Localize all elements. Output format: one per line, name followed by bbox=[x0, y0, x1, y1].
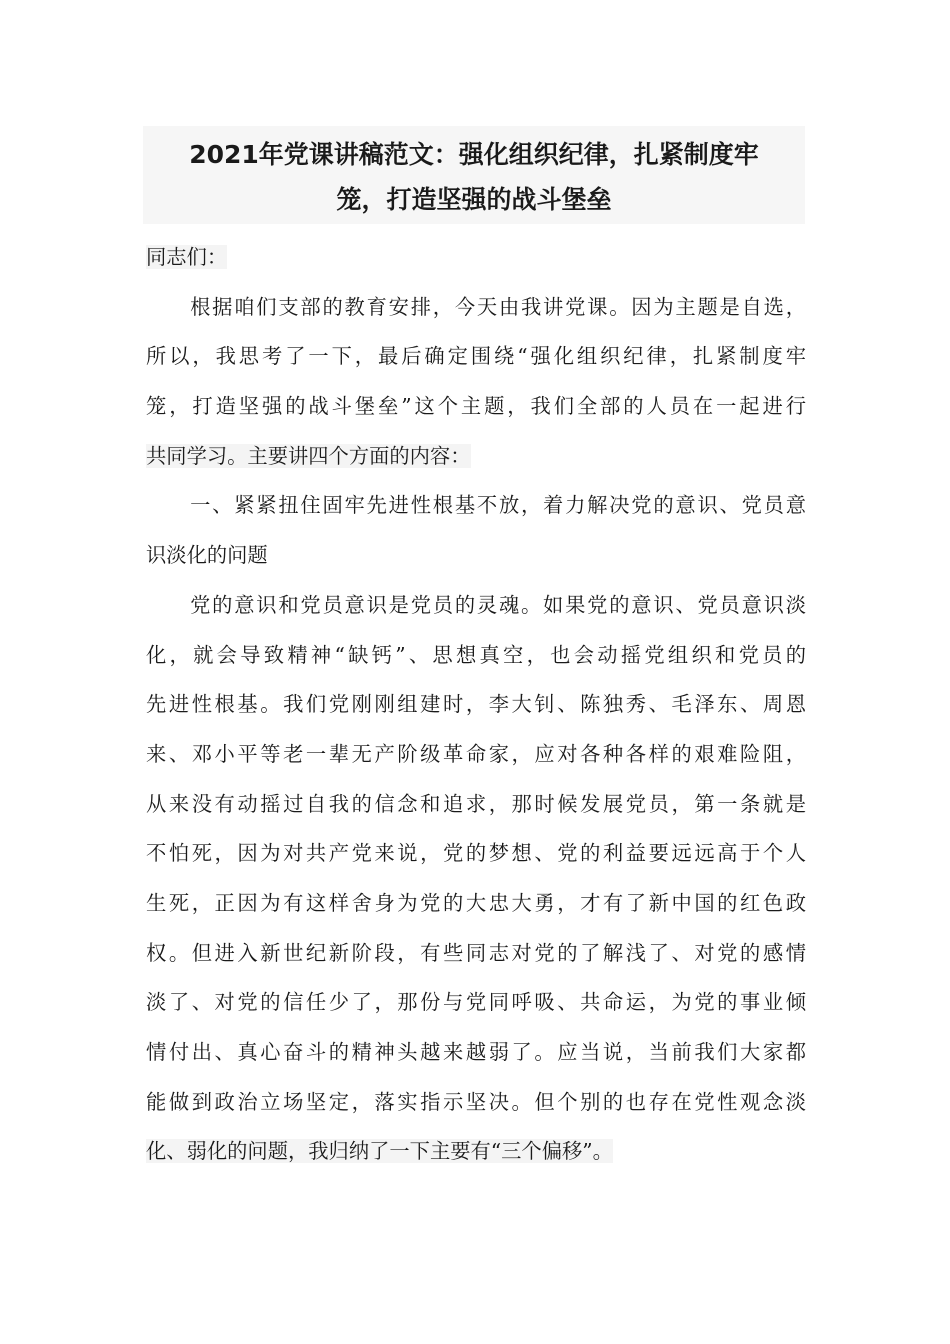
document-title bbox=[143, 126, 805, 224]
paragraph-2-line: 能做到政治立场坚定，落实指示坚决。但个别的也存在党性观念淡 bbox=[146, 1089, 806, 1114]
paragraph-1-line: 所以，我思考了一下，最后确定围绕“强化组织纪律，扎紧制度牢 bbox=[146, 344, 806, 369]
section-heading-1-line: 识淡化的问题 bbox=[146, 543, 268, 568]
paragraph-1-line: 笼，打造坚强的战斗堡垒”这个主题，我们全部的人员在一起进行 bbox=[146, 394, 806, 419]
paragraph-2-line: 先进性根基。我们党刚刚组建时，李大钊、陈独秀、毛泽东、周恩 bbox=[146, 692, 806, 717]
paragraph-2-line: 权。但进入新世纪新阶段，有些同志对党的了解浅了、对党的感情 bbox=[146, 940, 806, 965]
paragraph-2-line: 情付出、真心奋斗的精神头越来越弱了。应当说，当前我们大家都 bbox=[146, 1040, 806, 1064]
section-heading-1-line: 一、紧紧扭住固牢先进性根基不放，着力解决党的意识、党员意 bbox=[146, 493, 806, 518]
paragraph-1-line: 共同学习。主要讲四个方面的内容： bbox=[146, 443, 471, 468]
paragraph-2-line: 来、邓小平等老一辈无产阶级革命家，应对各种各样的艰难险阻， bbox=[146, 741, 806, 766]
paragraph-1-line: 根据咱们支部的教育安排，今天由我讲党课。因为主题是自选， bbox=[146, 294, 806, 319]
document-body bbox=[146, 233, 806, 1177]
paragraph-2-line: 不怕死，因为对共产党来说，党的梦想、党的利益要远远高于个人 bbox=[146, 841, 806, 866]
paragraph-2-line: 党的意识和党员意识是党员的灵魂。如果党的意识、党员意识淡 bbox=[146, 592, 806, 617]
paragraph-2-line: 化，就会导致精神“缺钙”、思想真空，也会动摇党组织和党员的 bbox=[146, 642, 806, 667]
paragraph-2-line: 生死，正因为有这样舍身为党的大忠大勇，才有了新中国的红色政 bbox=[146, 890, 806, 915]
salutation: 同志们： bbox=[146, 245, 228, 269]
paragraph-2-line: 淡了、对党的信任少了，那份与党同呼吸、共命运，为党的事业倾 bbox=[146, 990, 806, 1015]
title-line-1: 2021年党课讲稿范文：强化组织纪律，扎紧制度牢 bbox=[189, 140, 759, 169]
paragraph-2-line: 化、弱化的问题，我归纳了一下主要有“三个偏移”。 bbox=[146, 1139, 613, 1164]
title-line-2: 笼，打造坚强的战斗堡垒 bbox=[336, 185, 612, 214]
paragraph-2-line: 从来没有动摇过自我的信念和追求，那时候发展党员，第一条就是 bbox=[146, 791, 806, 816]
